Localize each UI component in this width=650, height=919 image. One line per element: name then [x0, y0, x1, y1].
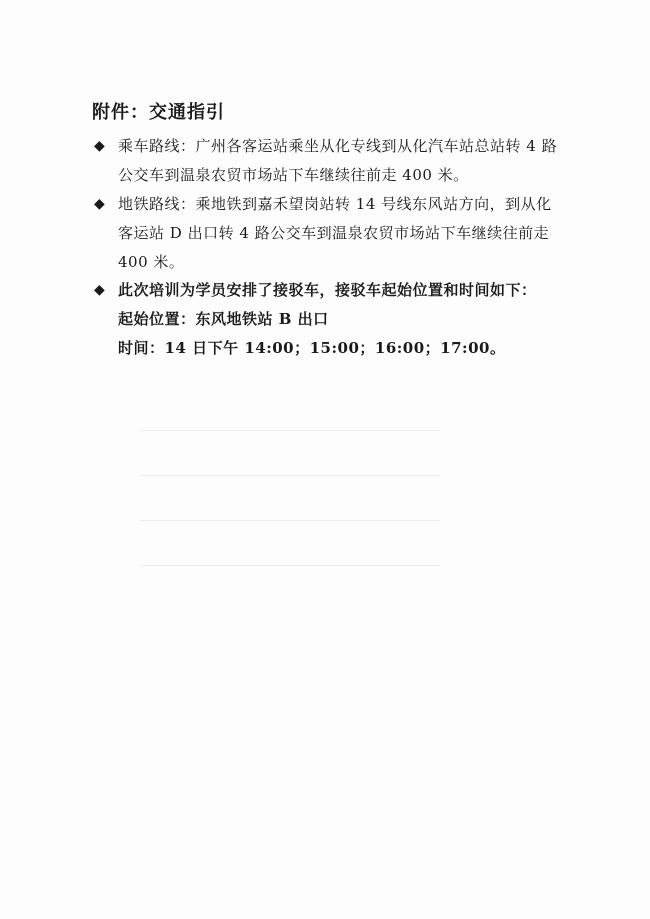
- diamond-bullet-icon: ◆: [94, 282, 105, 298]
- diamond-bullet-icon: ◆: [94, 138, 105, 154]
- shuttle-times: 时间：14 日下午 14:00；15:00；16:00；17:00。: [118, 339, 506, 357]
- diamond-bullet-icon: ◆: [94, 196, 105, 212]
- route-item-metro: [94, 190, 564, 277]
- shuttle-start-location: 起始位置：东风地铁站 B 出口: [118, 310, 329, 328]
- route-item-bus: [94, 132, 564, 190]
- page-title: 附件：交通指引: [92, 102, 225, 123]
- show-through-ghost: [140, 360, 520, 590]
- route-bus-text: 乘车路线：广州各客运站乘坐从化专线到从化汽车站总站转 4 路公交车到温泉农贸市场站下车继续往前走 400 米。: [118, 137, 558, 184]
- shuttle-item: [94, 276, 564, 363]
- shuttle-text: 此次培训为学员安排了接驳车，接驳车起始位置和时间如下：: [118, 281, 537, 299]
- route-metro-text: 地铁路线：乘地铁到嘉禾望岗站转 14 号线东风站方向，到从化客运站 D 出口转 4 路公交车到温泉农贸市场站下车继续往前走 400 米。: [118, 195, 552, 271]
